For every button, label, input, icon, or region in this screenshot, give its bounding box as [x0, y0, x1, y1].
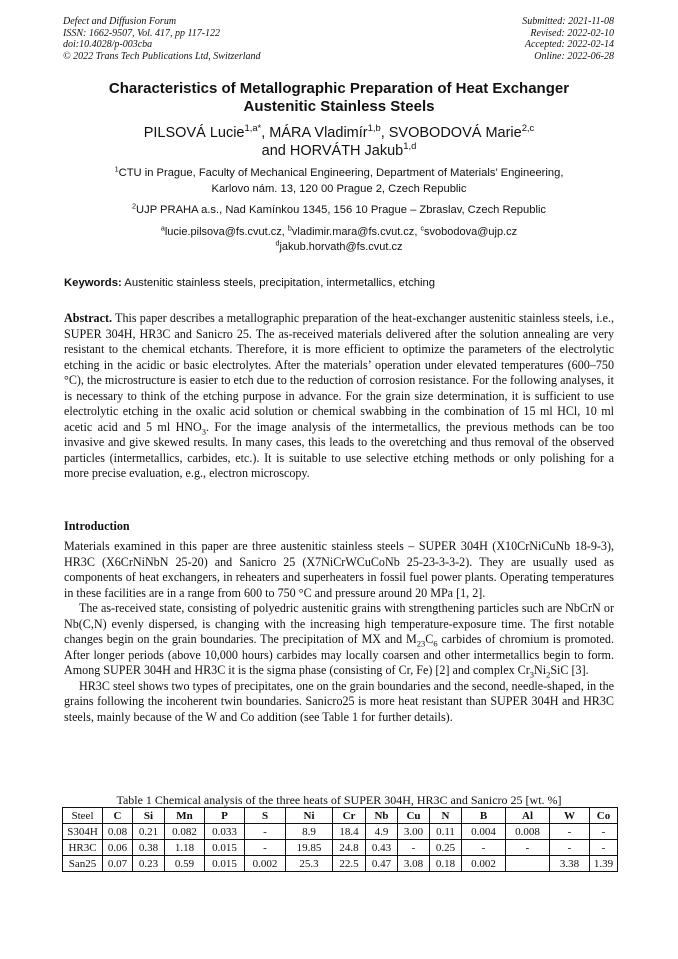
table-cell: 0.008	[506, 824, 550, 840]
table-cell: 0.47	[366, 856, 398, 872]
intro-text: carbides of chromium is promoted. After longer periods (above 10,000 hours) carbides may locally coarsen and other intermetallics begin to form. Among SUPER 304H and HR3C it is the sigma phase (consisting of Cr, Fe) [2] and complex Cr	[64, 632, 614, 678]
author-affiliation-mark: 1,b	[367, 122, 381, 134]
author-affiliation-mark: 1,d	[403, 140, 417, 152]
table-header-cell: Nb	[366, 808, 398, 824]
accepted-date: Accepted: 2022-02-14	[524, 39, 614, 51]
table-cell: 1.39	[590, 856, 618, 872]
email-mark: b	[287, 224, 292, 233]
intro-subscript: 23	[416, 638, 426, 649]
table-header-cell: Co	[590, 808, 618, 824]
table-cell: 0.59	[165, 856, 205, 872]
table-cell: San25	[63, 856, 103, 872]
author-list	[64, 124, 614, 160]
email-line-2	[64, 240, 614, 255]
affiliation-number: 2	[131, 201, 137, 211]
table-cell: -	[462, 840, 506, 856]
author-line-1: PILSOVÁ Lucie$^{1,a*}$, MÁRA Vladimír$^{1,b}$, SVOBODOVÁ Marie$^{2,c}$	[143, 122, 535, 141]
author-name: PILSOVÁ Lucie	[143, 125, 245, 141]
table-header-cell: W	[550, 808, 590, 824]
table-cell: -	[245, 840, 286, 856]
table-cell: 18.4	[333, 824, 366, 840]
table-cell: -	[245, 824, 286, 840]
email-mark: c	[420, 224, 425, 233]
table-header-cell: Cr	[333, 808, 366, 824]
table-header-cell: Steel	[63, 808, 103, 824]
table-cell: 0.21	[133, 824, 165, 840]
submission-dates	[522, 16, 614, 62]
table-header-row	[63, 808, 618, 824]
email-link[interactable]: vladimir.mara@fs.cvut.cz	[291, 226, 415, 238]
table-cell: -	[550, 840, 590, 856]
journal-info	[63, 16, 261, 62]
table-cell: S304H	[63, 824, 103, 840]
table-cell: 3.00	[398, 824, 430, 840]
keywords	[64, 276, 614, 290]
table-cell: -	[590, 824, 618, 840]
table-row	[63, 824, 618, 840]
intro-text: Ni	[534, 663, 547, 678]
table-cell: 0.082	[165, 824, 205, 840]
introduction-body	[64, 539, 614, 726]
table-cell: 0.015	[205, 856, 245, 872]
email-link[interactable]: svobodova@ujp.cz	[424, 226, 518, 238]
affiliation-2	[64, 203, 614, 219]
table-cell: 25.3	[286, 856, 333, 872]
journal-doi: doi:10.4028/p-003cba	[63, 39, 153, 51]
table-header-cell: P	[205, 808, 245, 824]
journal-copyright: © 2022 Trans Tech Publications Ltd, Switzerland	[63, 50, 261, 62]
revised-date: Revised: 2022-02-10	[530, 27, 614, 39]
table-header-cell: N	[430, 808, 462, 824]
table-header-cell: Al	[506, 808, 550, 824]
author-name: MÁRA Vladimír	[269, 125, 368, 141]
email-mark: a	[160, 224, 165, 233]
abstract-text-cont: . For the image analysis of the intermetallics, the previous methods can be too invasive and give skewed results. In many cases, this leads to the overetching and thus removal of the observed particles (intermetallics, carbides, etc.). It is suitable to use selective etching methods or only polishing for a more precise evaluation, e.g., electron microscopy.	[64, 419, 614, 481]
table-cell: HR3C	[63, 840, 103, 856]
intro-text: SiC [3].	[550, 663, 589, 678]
paper-title-line-2: Austenitic Stainless Steels	[243, 98, 435, 115]
table-cell: 19.85	[286, 840, 333, 856]
keywords-label: Keywords:	[64, 277, 122, 289]
table-cell: 0.23	[133, 856, 165, 872]
author-affiliation-mark: 1,a*	[244, 122, 262, 134]
table-cell: 0.25	[430, 840, 462, 856]
email-line-1: $^a$lucie.pilsova@fs.cvut.cz, $^b$vladimir.mara@fs.cvut.cz, $^c$svobodova@ujp.cz	[160, 224, 518, 238]
author-name: HORVÁTH Jakub	[289, 143, 404, 159]
table-cell: 0.033	[205, 824, 245, 840]
table-cell: 0.43	[366, 840, 398, 856]
table-cell: 4.9	[366, 824, 398, 840]
table-cell: 0.002	[462, 856, 506, 872]
intro-text: The as-received state, consisting of polyedric austenitic grains with strengthening particles such are NbCrN or Nb(C,N) evenly dispersed, is changing with the increasing high temperature-exposure time. The first notable changes begin on the grain boundaries. The precipitation of MX and M	[64, 601, 614, 647]
affiliation-1-line-1	[64, 166, 614, 182]
intro-subscript: 3	[529, 669, 534, 680]
table-row	[63, 856, 618, 872]
table-cell: 22.5	[333, 856, 366, 872]
intro-subscript: 2	[546, 669, 551, 680]
affiliation-number: 1	[114, 164, 119, 174]
table-cell: -	[550, 824, 590, 840]
table-cell: 0.07	[103, 856, 133, 872]
intro-paragraph-1: Materials examined in this paper are three austenitic stainless steels – SUPER 304H (X10CrNiCuNb 18-9-3), HR3C (X6CrNiNbN 25-20) and Sanicro 25 (X7NiCrWCuCoNb 25-23-3-3-2). They are usually used as components of heat exchangers, in reheaters and superheaters in fossil fuel power plants. Operating temperatures in these facilities are in a range from 600 to 750 °C and pressure around 20 MPa [1, 2].	[64, 539, 614, 600]
table-cell: -	[590, 840, 618, 856]
author-name: SVOBODOVÁ Marie	[388, 125, 522, 141]
affiliation-text: CTU in Prague, Faculty of Mechanical Engineering, Department of Materials’ Engineering,	[118, 167, 564, 179]
table-cell: 8.9	[286, 824, 333, 840]
abstract-label: Abstract.	[64, 311, 113, 325]
table-header-cell: B	[462, 808, 506, 824]
intro-subscript: 6	[433, 638, 438, 649]
section-heading-introduction: Introduction	[64, 519, 130, 533]
abstract-text: This paper describes a metallographic preparation of the heat-exchanger austenitic stainless steels, i.e., SUPER 304H, HR3C and Sanicro 25. The as-received materials delivered after the solution annealing are very resistant to the chemical etchants. Therefore, it is more efficient to optimize the parameters of the electrolytic etching in the acidic or basic electrolytes. After the materials’ operation under elevated temperatures (600–750 °C), the microstructure is easier to etch due to the reduction of corrosion resistance. For the following analyses, it is necessary to think of the etching purpose in advance. For the grain size determination, it is sufficient to use electrolytic etching in the oxalic acid solution or chemical swabbing in the combination of 15 ml HCl, 10 ml acetic acid and 5 ml HNO	[64, 311, 614, 434]
table-header-cell: Ni	[286, 808, 333, 824]
intro-text: C	[425, 632, 434, 647]
author-emails	[64, 225, 614, 254]
table-cell: 0.002	[245, 856, 286, 872]
table-cell: 0.11	[430, 824, 462, 840]
table-cell: 3.38	[550, 856, 590, 872]
chemical-analysis-table	[62, 807, 618, 872]
table-cell: 0.004	[462, 824, 506, 840]
table-header-cell: Si	[133, 808, 165, 824]
table-cell: -	[506, 840, 550, 856]
author-affiliation-mark: 2,c	[521, 122, 535, 134]
table-caption: Table 1 Chemical analysis of the three heats of SUPER 304H, HR3C and Sanicro 25 [wt. %]	[116, 793, 562, 807]
email-link[interactable]: lucie.pilsova@fs.cvut.cz	[164, 226, 282, 238]
table-header-cell: C	[103, 808, 133, 824]
table-row	[63, 840, 618, 856]
affiliation-1	[64, 166, 614, 197]
intro-paragraph-3: HR3C steel shows two types of precipitates, one on the grain boundaries and the second, needle-shaped, in the grains following the incoherent twin boundaries. Sanicro25 is more heat resistant than SUPER 304H and HR3C steels, mainly because of the W and Co addition (see Table 1 for further details).	[64, 678, 614, 725]
table-cell: 24.8	[333, 840, 366, 856]
table-cell: -	[398, 840, 430, 856]
online-date: Online: 2022-06-28	[534, 50, 614, 62]
table-cell: 0.08	[103, 824, 133, 840]
affiliation-text: UJP PRAHA a.s., Nad Kamínkou 1345, 156 10 Prague – Zbraslav, Czech Republic	[136, 204, 547, 216]
journal-name: Defect and Diffusion Forum	[63, 16, 177, 27]
table-header-cell: Mn	[165, 808, 205, 824]
table-cell: 0.015	[205, 840, 245, 856]
table-cell: 0.18	[430, 856, 462, 872]
table-cell	[506, 856, 550, 872]
journal-issn: ISSN: 1662-9507, Vol. 417, pp 117-122	[63, 27, 221, 39]
table-header-cell: Cu	[398, 808, 430, 824]
table-header-cell: S	[245, 808, 286, 824]
affiliation-1-line-2: Karlovo nám. 13, 120 00 Prague 2, Czech Republic	[211, 182, 467, 195]
table-cell: 0.38	[133, 840, 165, 856]
abstract-subscript: 3	[201, 426, 207, 437]
intro-paragraph-2	[64, 601, 614, 679]
table-cell: 0.06	[103, 840, 133, 856]
keywords-text: Austenitic stainless steels, precipitation, intermetallics, etching	[121, 277, 436, 289]
email-link[interactable]: jakub.horvath@fs.cvut.cz	[279, 240, 403, 253]
paper-title	[64, 80, 614, 116]
author-line-2	[64, 142, 614, 160]
submitted-date: Submitted: 2021-11-08	[522, 16, 614, 27]
table-cell: 3.08	[398, 856, 430, 872]
email-mark: d	[275, 238, 280, 247]
paper-title-line-1: Characteristics of Metallographic Preparation of Heat Exchanger	[108, 80, 570, 97]
author-conjunction: and	[261, 143, 290, 159]
table-cell: 1.18	[165, 840, 205, 856]
abstract	[64, 311, 614, 482]
